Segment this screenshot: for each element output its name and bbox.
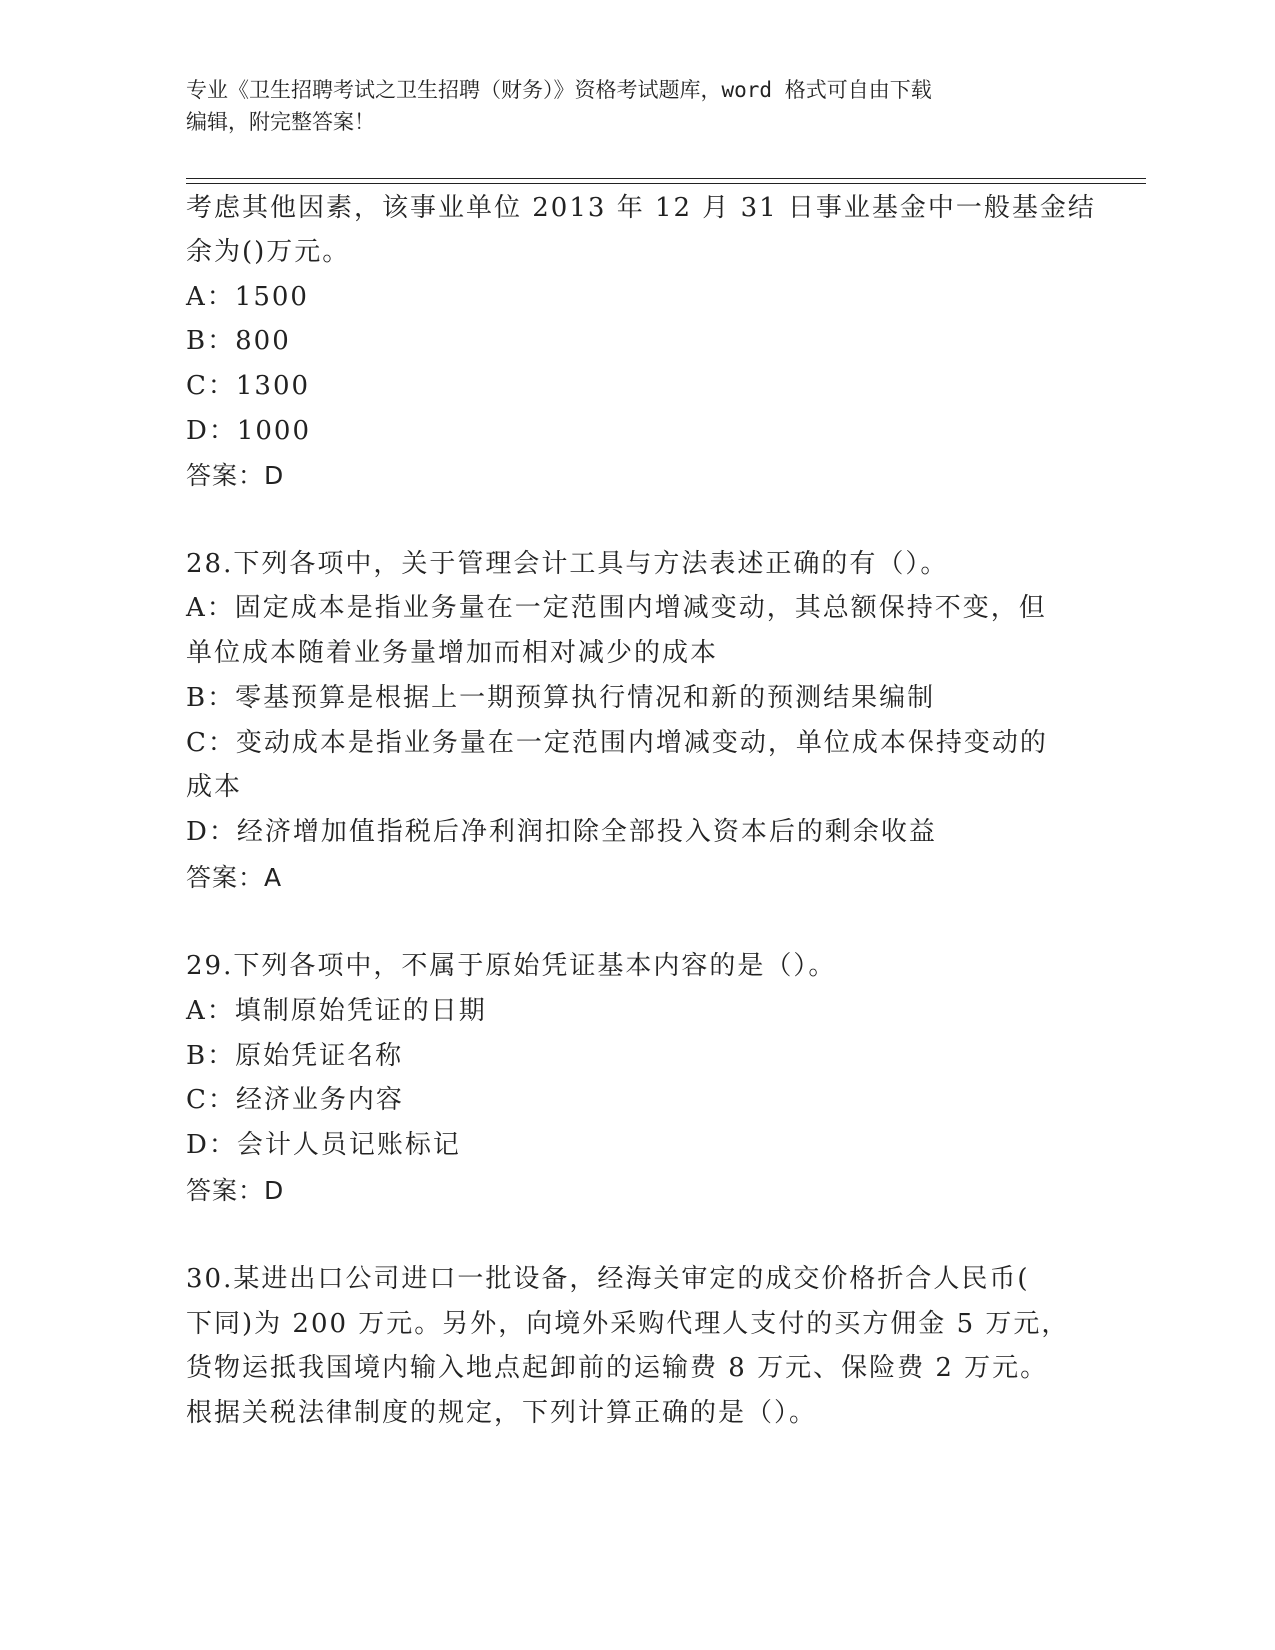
q28-option-a-line-1: A：固定成本是指业务量在一定范围内增减变动，其总额保持不变，但 — [186, 593, 1047, 623]
q27-stem-line-2: 余为()万元。 — [186, 237, 351, 267]
q28-option-d: D：经济增加值指税后净利润扣除全部投入资本后的剩余收益 — [186, 817, 937, 847]
q27-option-b: B：800 — [186, 326, 291, 356]
header-line-1: 专业《卫生招聘考试之卫生招聘（财务）》资格考试题库，word 格式可自由下载 — [186, 78, 932, 102]
q29-option-d: D：会计人员记账标记 — [186, 1130, 461, 1160]
q28-option-b: B：零基预算是根据上一期预算执行情况和新的预测结果编制 — [186, 683, 936, 713]
document-header — [186, 74, 1086, 138]
q28-option-c-line-2: 成本 — [186, 772, 243, 802]
q28-stem: 28.下列各项中，关于管理会计工具与方法表述正确的有（）。 — [186, 549, 949, 579]
header-divider-bottom — [186, 183, 1146, 184]
q30-stem-line-3: 货物运抵我国境内输入地点起卸前的运输费 8 万元、保险费 2 万元。 — [186, 1353, 1049, 1383]
header-line-2: 编辑，附完整答案！ — [186, 110, 375, 134]
q27-option-c: C：1300 — [186, 371, 311, 401]
q29-option-b: B：原始凭证名称 — [186, 1041, 404, 1071]
q30-stem-line-1: 30.某进出口公司进口一批设备，经海关审定的成交价格折合人民币( — [186, 1264, 1030, 1294]
q30-stem-line-4: 根据关税法律制度的规定，下列计算正确的是（）。 — [186, 1398, 818, 1428]
q27-answer: 答案：D — [186, 461, 285, 490]
q28-option-c-line-1: C：变动成本是指业务量在一定范围内增减变动，单位成本保持变动的 — [186, 728, 1048, 758]
q28-option-a-line-2: 单位成本随着业务量增加而相对减少的成本 — [186, 638, 719, 668]
q27-option-d: D：1000 — [186, 416, 312, 446]
q29-option-c: C：经济业务内容 — [186, 1085, 404, 1115]
header-divider-top — [186, 178, 1146, 179]
q29-option-a: A：填制原始凭证的日期 — [186, 996, 487, 1026]
q28-answer: 答案：A — [186, 863, 283, 892]
q27-option-a: A：1500 — [186, 282, 309, 312]
q27-stem-line-1: 考虑其他因素，该事业单位 2013 年 12 月 31 日事业基金中一般基金结 — [186, 193, 1096, 223]
q30-stem-line-2: 下同)为 200 万元。另外，向境外采购代理人支付的买方佣金 5 万元， — [186, 1309, 1070, 1339]
q29-answer: 答案：D — [186, 1176, 285, 1205]
q29-stem: 29.下列各项中，不属于原始凭证基本内容的是（）。 — [186, 951, 837, 981]
